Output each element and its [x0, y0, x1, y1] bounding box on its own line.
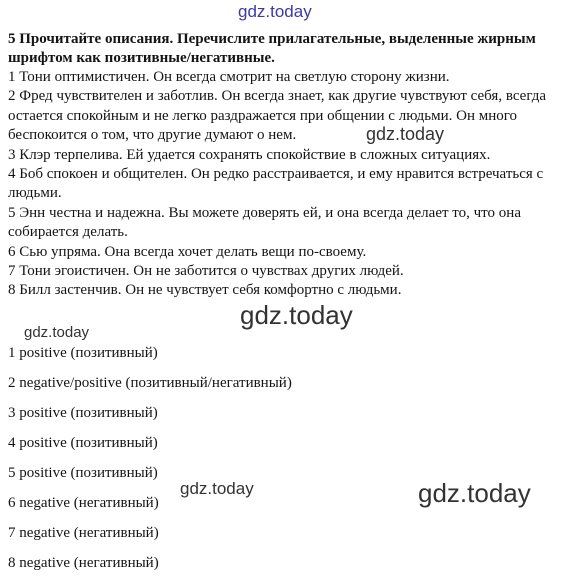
watermark-top: gdz.today	[238, 2, 312, 21]
watermark-bottom-middle: gdz.today	[180, 479, 254, 498]
description-7: 7 Тони эгоистичен. Он не заботится о чувствах других людей.	[8, 263, 404, 280]
description-3: 3 Клэр терпелива. Ей удается сохранять спокойствие в сложных ситуациях.	[8, 146, 491, 163]
description-6: 6 Сью упряма. Она всегда хочет делать вещи по-своему.	[8, 243, 367, 260]
answer-6: 6 negative (негативный)	[8, 495, 159, 511]
watermark-bottom-right: gdz.today	[418, 478, 531, 508]
answer-5: 5 positive (позитивный)	[8, 465, 158, 481]
answer-3: 3 positive (позитивный)	[8, 405, 158, 421]
answer-8: 8 negative (негативный)	[8, 555, 159, 571]
answer-1: 1 positive (позитивный)	[8, 345, 158, 361]
answer-list	[8, 344, 388, 584]
answer-7: 7 negative (негативный)	[8, 525, 159, 541]
answer-2: 2 negative/positive (позитивный/негативный)	[8, 375, 292, 391]
exercise-title: 5 Прочитайте описания. Перечислите прилагательные, выделенные жирным шрифтом как позитивные/негативные.	[8, 31, 536, 66]
answer-4: 4 positive (позитивный)	[8, 435, 158, 451]
description-4: 4 Боб спокоен и общителен. Он редко расстраивается, и ему нравится встречаться с людьми.	[8, 166, 544, 202]
description-2: 2 Фред чувствителен и заботлив. Он всегда знает, как другие чувствуют себя, всегда остается спокойным и не легко раздражается при общении с людьми. Он много беспокоится о том, что другие думают о нем.	[8, 88, 547, 144]
description-1: 1 Тони оптимистичен. Он всегда смотрит на светлую сторону жизни.	[8, 69, 450, 85]
watermark-center: gdz.today	[240, 300, 353, 330]
description-5: 5 Энн честна и надежна. Вы можете доверять ей, и она всегда делает то, что она собирается делать.	[8, 204, 521, 241]
watermark-inline: gdz.today	[366, 124, 445, 144]
description-8: 8 Билл застенчив. Он не чувствует себя комфортно с людьми.	[8, 282, 402, 299]
watermark-left: gdz.today	[24, 324, 90, 341]
exercise-text	[8, 30, 576, 301]
